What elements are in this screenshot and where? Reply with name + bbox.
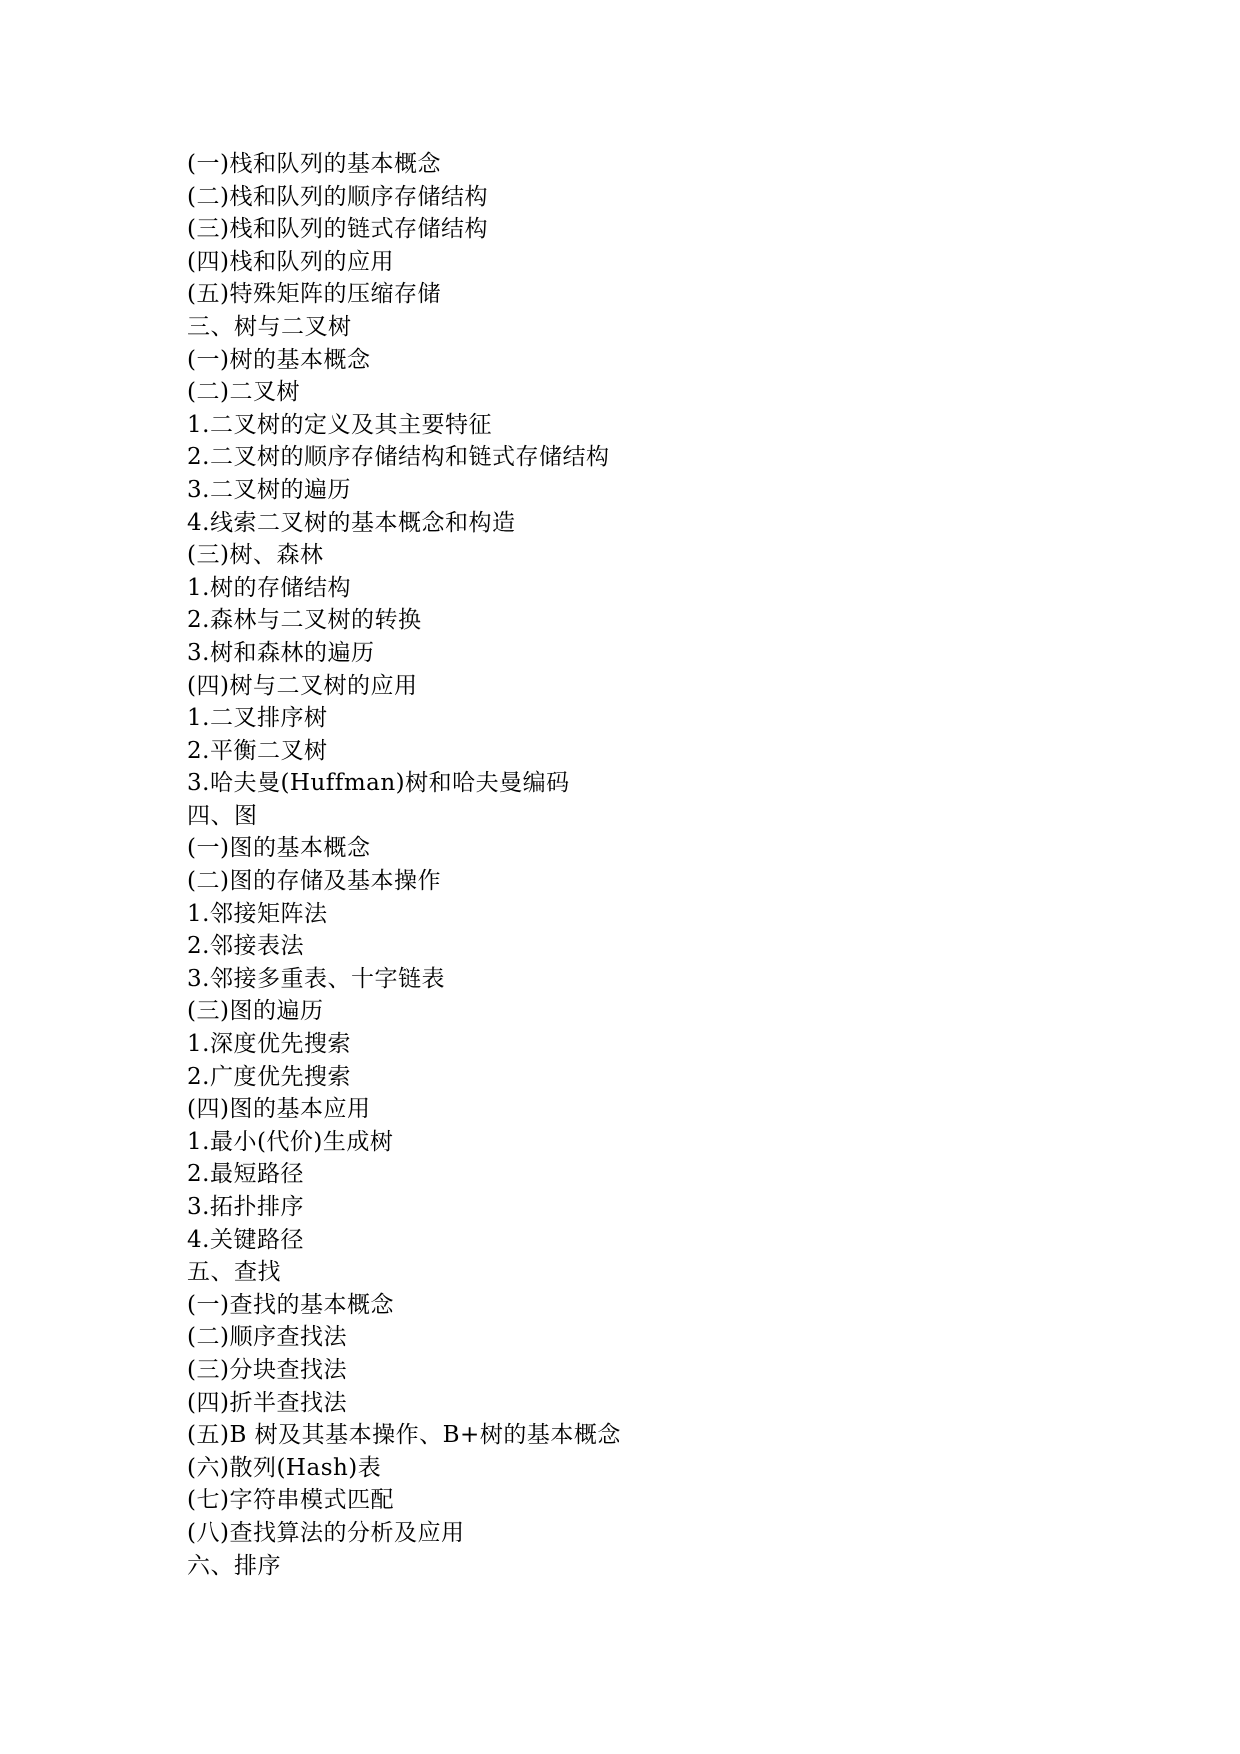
outline-line: 1.二叉排序树 [187,705,328,732]
outline-line: (一)查找的基本概念 [187,1291,394,1318]
outline-line: (四)栈和队列的应用 [187,248,394,275]
outline-line: (三)栈和队列的链式存储结构 [187,216,488,243]
outline-line: 三、树与二叉树 [187,313,352,340]
outline-line: 2.二叉树的顺序存储结构和链式存储结构 [187,444,610,471]
outline-line: 1.邻接矩阵法 [187,900,328,927]
outline-line: 1.树的存储结构 [187,574,351,601]
outline-line: 4.关键路径 [187,1226,304,1253]
syllabus-outline [187,148,621,1582]
outline-line: 四、图 [187,802,258,829]
outline-line: (五)特殊矩阵的压缩存储 [187,281,441,308]
outline-line: (三)分块查找法 [187,1356,347,1383]
outline-line: (八)查找算法的分析及应用 [187,1519,465,1546]
outline-line: (二)栈和队列的顺序存储结构 [187,183,488,210]
outline-line: (四)图的基本应用 [187,1096,371,1123]
outline-line: 3.哈夫曼(Huffman)树和哈夫曼编码 [187,770,570,797]
outline-line: 2.邻接表法 [187,933,304,960]
outline-line: (二)顺序查找法 [187,1324,347,1351]
outline-line: 3.邻接多重表、十字链表 [187,965,445,992]
outline-line: (七)字符串模式匹配 [187,1487,394,1514]
outline-line: 3.拓扑排序 [187,1194,304,1220]
outline-line: (四)树与二叉树的应用 [187,672,418,699]
outline-line: (六)散列(Hash)表 [187,1454,382,1481]
outline-line: 2.广度优先搜索 [187,1063,351,1090]
outline-line: 1.二叉树的定义及其主要特征 [187,411,492,438]
outline-line: 五、查找 [187,1259,281,1286]
outline-line: (五)B 树及其基本操作、B+树的基本概念 [187,1422,621,1449]
outline-line: 1.深度优先搜索 [187,1031,351,1058]
outline-line: 3.二叉树的遍历 [187,476,351,503]
outline-line: 3.树和森林的遍历 [187,639,375,666]
outline-line: 2.森林与二叉树的转换 [187,607,422,634]
outline-line: (三)树、森林 [187,542,324,569]
outline-line: 2.平衡二叉树 [187,737,328,764]
outline-line: 4.线索二叉树的基本概念和构造 [187,509,516,536]
outline-line: (二)二叉树 [187,379,300,406]
outline-line: (四)折半查找法 [187,1389,347,1416]
outline-line: (三)图的遍历 [187,998,324,1025]
outline-line: (一)图的基本概念 [187,835,371,862]
outline-line: 1.最小(代价)生成树 [187,1128,394,1155]
outline-line: (一)栈和队列的基本概念 [187,151,441,177]
outline-line: 六、排序 [187,1552,281,1579]
outline-line: (一)树的基本概念 [187,346,371,373]
outline-line: 2.最短路径 [187,1161,304,1188]
outline-line: (二)图的存储及基本操作 [187,868,441,895]
